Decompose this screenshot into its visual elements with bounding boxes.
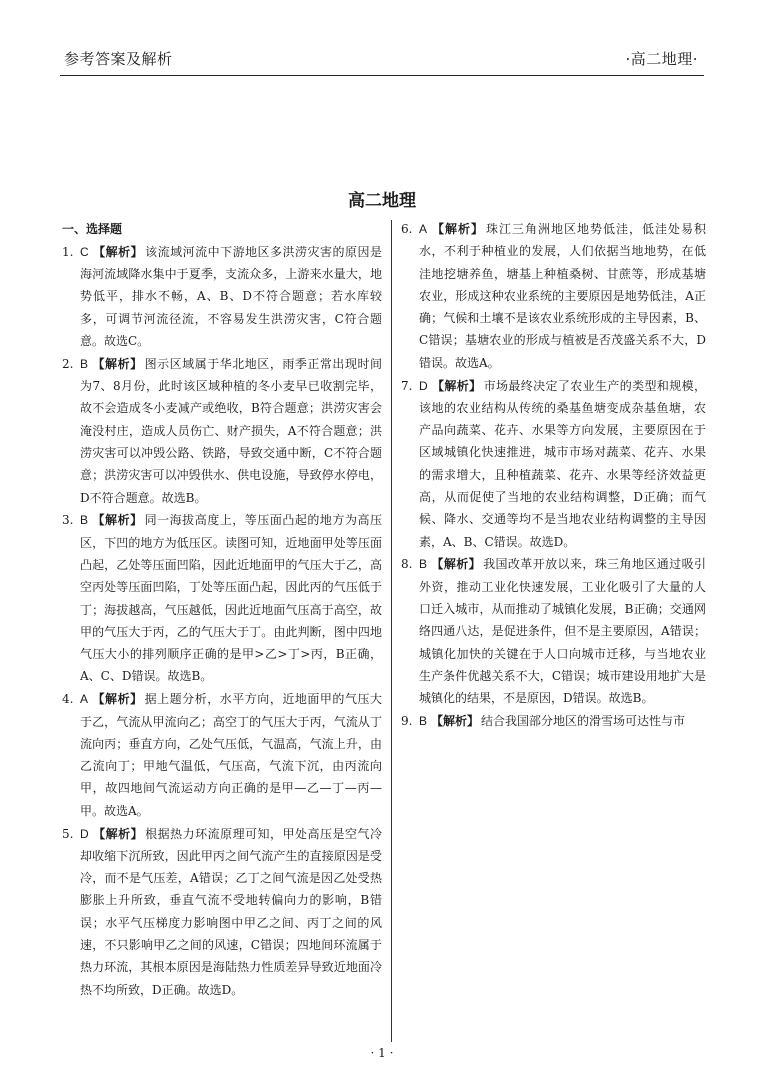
page-title: 高二地理 (348, 191, 416, 211)
analysis-tag: 【解析】 (92, 244, 144, 259)
item-number: 4. (62, 692, 74, 707)
item-number: 6. (401, 222, 413, 236)
item-answer: B (80, 356, 89, 371)
section-title: 一、选择题 (62, 222, 123, 236)
left-column (62, 218, 382, 1001)
item-answer: C (80, 244, 89, 259)
analysis-tag: 【解析】 (92, 356, 143, 371)
item-answer: A (419, 222, 428, 236)
answer-item-4 (62, 688, 382, 822)
analysis-tag: 【解析】 (431, 378, 482, 393)
item-answer: D (419, 378, 428, 393)
item-text: 根据热力环流原理可知，甲处高压是空气冷却收缩下沉所致，因此甲丙之间气流产生的直接原因是受冷，而不是气压差，A错误；乙丁之间气流是因乙处受热膨胀上升所致，垂直气流不受地转偏向力的影响，B错误；水平气压梯度力影响图中甲乙之间、丙丁之间的风速，不只影响甲乙之间的风速，C错误；四地间环流属于热力环流，其根本原因是海陆热力性质差异导致近地面冷热不均所致，D正确。故选D。 (80, 826, 382, 997)
answer-item-1 (62, 241, 382, 352)
analysis-tag: 【解析】 (431, 714, 480, 729)
item-answer: B (419, 557, 428, 572)
answer-item-5 (62, 823, 382, 1001)
analysis-tag: 【解析】 (431, 557, 482, 572)
column-divider (391, 220, 392, 1042)
answer-item-3 (62, 509, 382, 687)
answer-item-9 (401, 710, 706, 732)
analysis-tag: 【解析】 (92, 513, 143, 528)
item-text: 图示区域属于华北地区，雨季正常出现时间为7、8月份，此时该区域种植的冬小麦早已收割完毕，故不会造成冬小麦减产或绝收，B符合题意；洪涝灾害会淹没村庄，造成人员伤亡、财产损失，A不符合题意；洪涝灾害可以冲毁公路、铁路，导致交通中断，C不符合题意；洪涝灾害可以冲毁供水、供电设施，导致停水停电，D不符合题意。故选B。 (80, 356, 382, 505)
item-text: 我国改革开放以来，珠三角地区通过吸引外资，推动工业化快速发展，工业化吸引了大量的人口迁入城市，从而推动了城镇化发展，B正确；交通网络四通八达，是促进条件，但不是主要原因，A错误；城镇化加快的关键在于人口向城市迁移，与当地农业生产条件优越关系不大，C错误；城市建设用地扩大是城镇化的结果，不是原因，D错误。故选B。 (419, 557, 706, 706)
item-number: 2. (62, 356, 74, 371)
item-answer: B (419, 714, 428, 729)
item-text: 据上题分析，水平方向，近地面甲的气压大于乙，气流从甲流向乙；高空丁的气压大于丙，气流从丁流向丙；垂直方向，乙处气压低，气温高，气流上升，由乙流向丁；甲地气温低，气压高，气流下沉，由丙流向甲，故四地间气流运动方向正确的是甲—乙—丁—丙—甲。故选A。 (80, 692, 382, 818)
item-number: 9. (401, 714, 413, 729)
item-number: 7. (401, 378, 413, 393)
right-column (401, 218, 706, 733)
analysis-tag: 【解析】 (431, 222, 485, 236)
answer-item-7 (401, 375, 706, 553)
item-answer: A (80, 692, 89, 707)
answer-item-8 (401, 553, 706, 709)
header-rule (60, 75, 704, 76)
item-text: 市场最终决定了农业生产的类型和规模，该地的农业结构从传统的桑基鱼塘变成杂基鱼塘，农产品向蔬菜、花卉、水果等方向发展，主要原因在于区域城镇化快速推进，城市市场对蔬菜、花卉、水果的需求增大，且种植蔬菜、花卉、水果等经济效益更高，从而促使了当地的农业结构调整，D正确；而气候、降水、交通等均不是当地农业结构调整的主导因素，A、B、C错误。故选D。 (419, 378, 706, 549)
item-number: 5. (62, 826, 74, 841)
analysis-tag: 【解析】 (92, 826, 144, 841)
header-right-text: ·高二地理· (625, 50, 698, 68)
item-number: 3. (62, 513, 74, 528)
answer-item-2 (62, 353, 382, 509)
item-text: 珠江三角洲地区地势低洼，低洼处易积水，不利于种植业的发展，人们依据当地地势，在低洼地挖塘养鱼，塘基上种植桑树、甘蔗等，形成基塘农业，形成这种农业系统的主要原因是地势低洼，A正确；气候和土壤不是该农业系统形成的主导因素，B、C错误；基塘农业的形成与植被是否茂盛关系不大，D错误。故选A。 (419, 222, 706, 370)
header-left-text: 参考答案及解析 (64, 50, 173, 68)
item-text: 同一海拔高度上，等压面凸起的地方为高压区，下凹的地方为低压区。读图可知，近地面甲处等压面凸起，乙处等压面凹陷，因此近地面甲的气压大于乙，高空丙处等压面凹陷，丁处等压面凸起，因此丙的气压低于丁；海拔越高，气压越低，因此近地面气压高于高空，故甲的气压大于丙，乙的气压大于丁。由此判断，图中四地气压大小的排列顺序正确的是甲>乙>丁>丙，B正确，A、C、D错误。故选B。 (80, 513, 382, 684)
item-number: 8. (401, 557, 413, 572)
item-answer: B (80, 513, 89, 528)
item-number: 1. (62, 244, 74, 259)
answer-item-6 (401, 218, 706, 374)
item-answer: D (80, 826, 89, 841)
analysis-tag: 【解析】 (92, 692, 143, 707)
item-text: 该流域河流中下游地区多洪涝灾害的原因是海河流域降水集中于夏季，支流众多，上游来水量大，地势低平，排水不畅，A、B、D不符合题意；若水库较多，可调节河流径流，不容易发生洪涝灾害，C符合题意。故选C。 (80, 244, 382, 348)
item-text: 结合我国部分地区的滑雪场可达性与市 (481, 714, 686, 729)
page-number: · 1 · (370, 1046, 394, 1060)
